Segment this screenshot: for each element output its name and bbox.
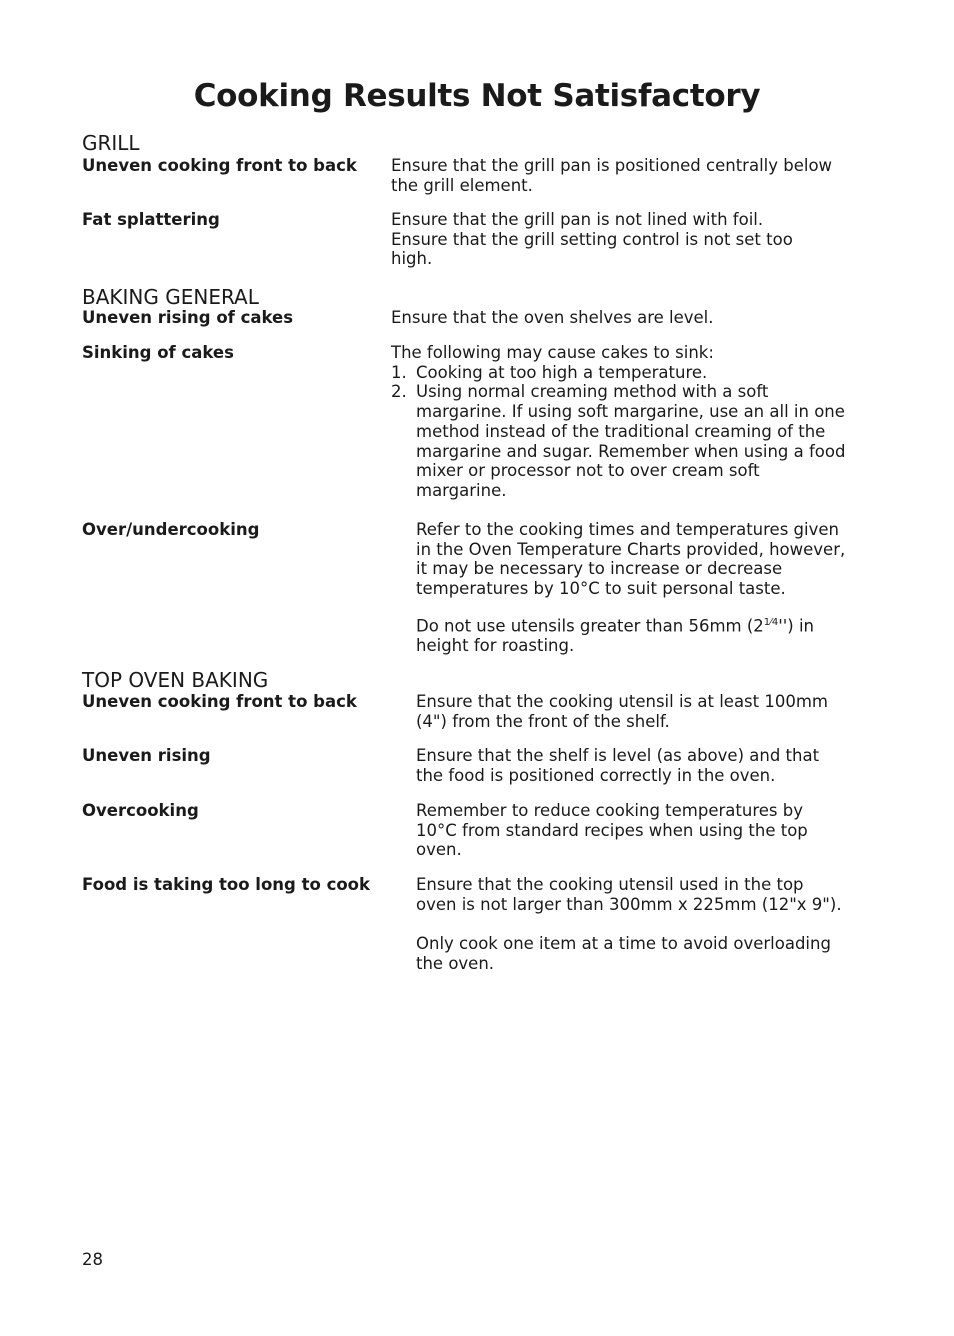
text-line: margarine and sugar. Remember when using a food xyxy=(416,441,846,461)
text-line: high. xyxy=(391,249,433,269)
text-line: the grill element. xyxy=(391,175,533,195)
problem-label-uneven-rising-cakes: Uneven rising of cakes xyxy=(82,308,294,327)
section-heading-top-oven-baking: TOP OVEN BAKING xyxy=(82,668,269,692)
text-line: the oven. xyxy=(416,953,495,973)
text-line: the food is positioned correctly in the oven. xyxy=(416,765,776,785)
list-number: 2. xyxy=(391,382,407,402)
page-title: Cooking Results Not Satisfactory xyxy=(193,78,761,114)
text-line: Ensure that the grill pan is not lined with foil. xyxy=(391,210,764,229)
problem-label-fat-splattering: Fat splattering xyxy=(82,210,220,229)
text-line: (4") from the front of the shelf. xyxy=(416,711,670,731)
text-line: Ensure that the oven shelves are level. xyxy=(391,308,714,327)
text-line: temperatures by 10°C to suit personal taste. xyxy=(416,579,786,599)
note-text: Do not use utensils greater than 56mm (2 xyxy=(416,616,764,636)
text-line: it may be necessary to increase or decrease xyxy=(416,559,783,579)
solution-fat-splattering xyxy=(391,210,881,269)
section-heading-baking-general: BAKING GENERAL xyxy=(82,285,259,309)
problem-label-food-too-long: Food is taking too long to cook xyxy=(82,875,370,894)
text-line: Using normal creaming method with a soft xyxy=(416,382,769,402)
problem-label-top-uneven-cooking: Uneven cooking front to back xyxy=(82,692,357,711)
problem-label-grill-uneven: Uneven cooking front to back xyxy=(82,156,357,175)
problem-label-over-undercooking: Over/undercooking xyxy=(82,520,260,539)
solution-food-too-long xyxy=(416,875,876,914)
text-line: margarine. If using soft margarine, use an all in one xyxy=(416,402,845,422)
text-line: Ensure that the shelf is level (as above) and that xyxy=(416,746,820,765)
solution-uneven-rising-cakes xyxy=(391,308,881,328)
text-line xyxy=(416,613,876,636)
note-text: '') in xyxy=(778,616,814,636)
solution-grill-uneven xyxy=(391,156,881,195)
page-number: 28 xyxy=(82,1250,103,1269)
text-line: margarine. xyxy=(416,480,507,500)
overloading-note xyxy=(416,934,876,973)
roasting-utensil-note xyxy=(416,613,876,656)
text-line: height for roasting. xyxy=(416,636,575,656)
text-line: The following may cause cakes to sink: xyxy=(391,343,714,362)
list-item xyxy=(391,362,881,383)
solution-uneven-rising xyxy=(416,746,876,785)
text-line: Cooking at too high a temperature. xyxy=(416,362,708,382)
text-line: Only cook one item at a time to avoid overloading xyxy=(416,934,831,953)
problem-label-overcooking: Overcooking xyxy=(82,801,199,820)
text-line: in the Oven Temperature Charts provided, however, xyxy=(416,539,846,559)
solution-overcooking xyxy=(416,801,876,860)
solution-over-undercooking xyxy=(416,520,876,599)
text-line: Ensure that the cooking utensil is at least 100mm xyxy=(416,692,829,711)
solution-top-uneven-cooking xyxy=(416,692,876,731)
text-line: method instead of the traditional creaming of the xyxy=(416,421,826,441)
text-line: Refer to the cooking times and temperatures given xyxy=(416,520,839,539)
text-line: Ensure that the cooking utensil used in the top xyxy=(416,875,804,894)
text-line: oven is not larger than 300mm x 225mm (12"x 9"). xyxy=(416,894,842,914)
list-number: 1. xyxy=(391,362,407,382)
problem-label-sinking-cakes: Sinking of cakes xyxy=(82,343,234,362)
text-line: Ensure that the grill setting control is not set too xyxy=(391,229,793,249)
section-heading-grill: GRILL xyxy=(82,131,140,155)
text-line: oven. xyxy=(416,840,462,860)
solution-sinking-cakes xyxy=(391,343,881,501)
text-line: 10°C from standard recipes when using the top xyxy=(416,820,808,840)
text-line: Remember to reduce cooking temperatures by xyxy=(416,801,803,820)
problem-label-uneven-rising: Uneven rising xyxy=(82,746,211,765)
text-line: mixer or processor not to over cream soft xyxy=(416,461,760,481)
list-item xyxy=(391,382,881,500)
text-line: Ensure that the grill pan is positioned centrally below xyxy=(391,156,833,175)
fraction: 1⁄4 xyxy=(763,617,779,628)
